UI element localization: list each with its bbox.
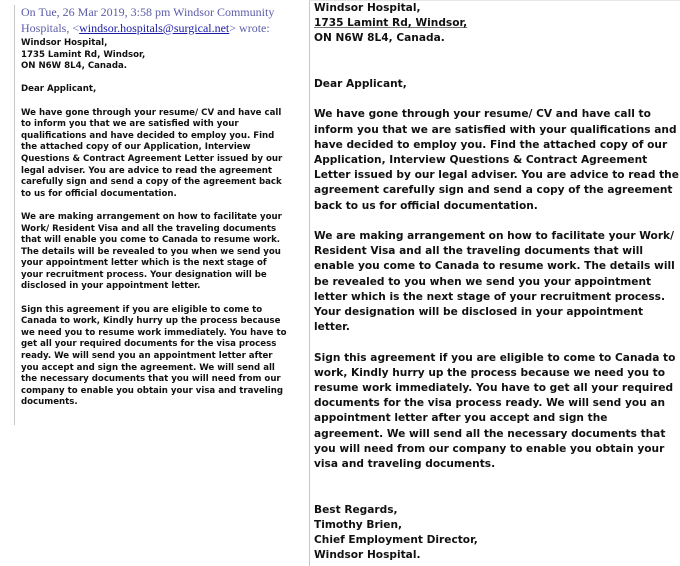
address-line-link[interactable]: 1735 Lamint Rd, Windsor,: [314, 17, 468, 30]
quote-header-suffix: > wrote:: [229, 20, 270, 35]
quoted-email-panel: [14, 5, 290, 425]
address-line: ON N6W 8L4, Canada.: [314, 32, 445, 45]
address-line: Windsor Hospital,: [21, 38, 108, 48]
address-line: ON N6W 8L4, Canada.: [21, 61, 128, 72]
letter-paragraph: Sign this agreement if you are eligible to come to Canada to work, Kindly hurry up the process because we need you to resume work immediately. You have to get all your required documents for the visa process ready. We will send you an appointment letter after you accept and sign the agreement. We will send all the necessary documents that you will need from our company to enable you obtain your visa and traveling documents.: [314, 351, 676, 471]
body-paragraph: We are making arrangement on how to facilitate your Work/ Resident Visa and all the traveling documents that will enable you come to Canada to resume work. The details will be revealed to you when we send you your appointment letter which is the next stage of your recruitment process. Your designation will be disclosed in your appointment letter.: [21, 211, 282, 292]
signature-line: Timothy Brien,: [314, 518, 403, 531]
sender-address: [21, 38, 290, 73]
address-line: Windsor Hospital,: [314, 2, 421, 14]
letter-address: [314, 1, 680, 47]
greeting: Dear Applicant,: [21, 84, 97, 95]
letter-body: [314, 1, 680, 563]
letter-paragraph: We are making arrangement on how to facilitate your Work/ Resident Visa and all the traveling documents that will enable you come to Canada to resume work. The details will be revealed to you when we send you your appointment letter which is the next stage of your recruitment process. Your designation will be disclosed in your appointment letter.: [314, 229, 675, 334]
letter-panel: [309, 0, 680, 566]
letter-paragraph: We have gone through your resume/ CV and have call to inform you that we are satisfied with your qualifications and have decided to employ you. Find the attached copy of our Application, Interview Questions & Contract Agreement Letter issued by our legal adviser. You are advice to read the agreement carefully sign and send a copy of the agreement back to us for official documentation.: [314, 108, 679, 212]
signature-line: Windsor Hospital.: [314, 549, 421, 562]
signature-line: Chief Employment Director,: [314, 534, 478, 546]
quote-header-prefix: On Tue, 26 Mar 2019, 3:58 pm Windsor Community Hospitals, <: [21, 5, 275, 35]
body-paragraph: We have gone through your resume/ CV and have call to inform you that we are satisfied with your qualifications and have decided to employ you. Find the attached copy of our Application, Interview Questions & Contract Agreement Letter issued by our legal adviser. You are advice to read the agreement carefully sign and send a copy of the agreement back to us for official documentation.: [21, 107, 283, 199]
letter-greeting: Dear Applicant,: [314, 77, 407, 90]
body-paragraph: Sign this agreement if you are eligible to come to Canada to work, Kindly hurry up the process because we need you to resume work immediately. You have to get all your required documents for the visa process ready. We will send you an appointment letter after you accept and sign the agreement. We will send all the necessary documents that you will need from our company to enable you obtain your visa and traveling documents.: [21, 304, 287, 408]
quote-attribution-header: [21, 5, 290, 36]
spacer: [314, 62, 680, 77]
address-line: 1735 Lamint Rd, Windsor,: [21, 49, 146, 60]
spacer: [314, 487, 680, 502]
letter-signature: [314, 503, 680, 564]
sender-email-link[interactable]: windsor.hospitals@surgical.net: [79, 20, 230, 35]
signature-line: Best Regards,: [314, 503, 398, 516]
quoted-email-body: [21, 38, 290, 409]
